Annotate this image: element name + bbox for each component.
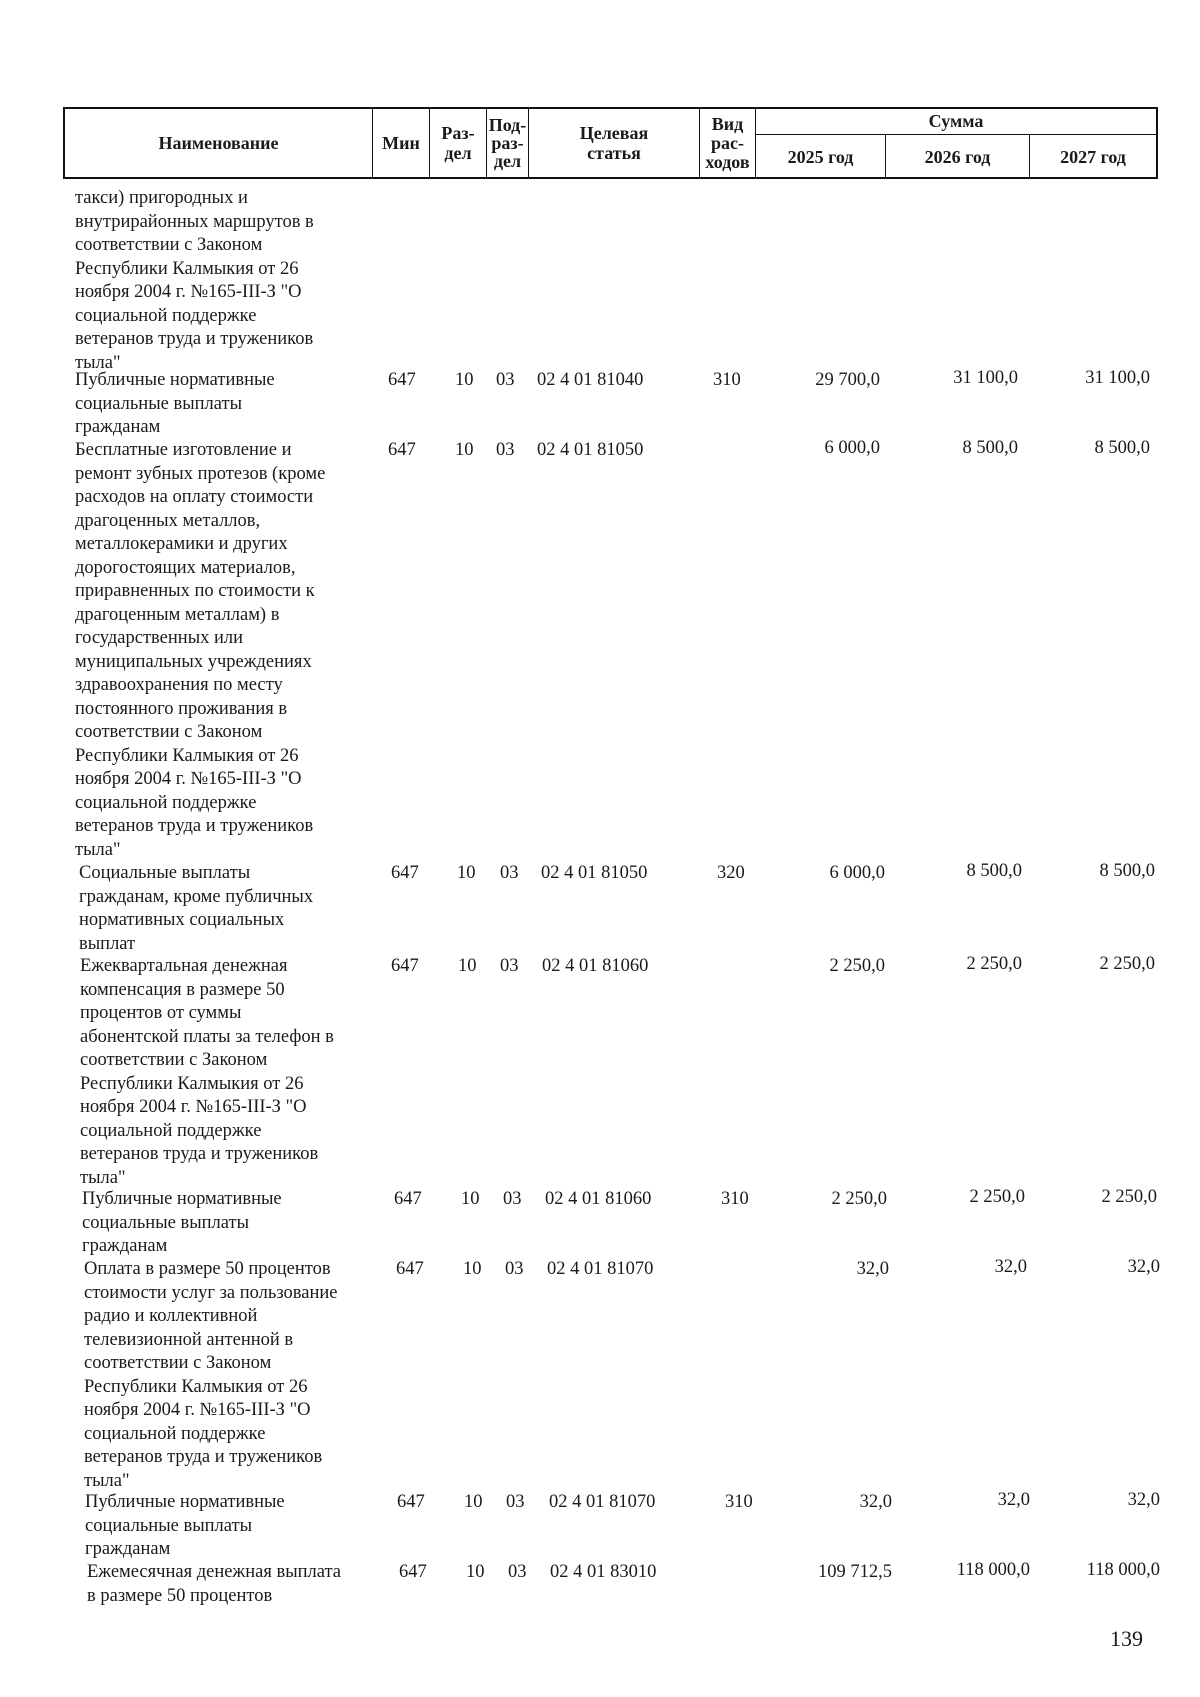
row-celevaya: 02 4 01 81070 xyxy=(549,1492,656,1512)
row-vid: 310 xyxy=(721,1189,749,1209)
row-name-line: ветеранов труда и тружеников xyxy=(84,1447,323,1467)
header-celevaya-stack xyxy=(580,123,649,163)
row-2025: 6 000,0 xyxy=(824,438,880,458)
row-name-line: Республики Калмыкия от 26 xyxy=(75,745,299,766)
row-name xyxy=(85,1491,380,1562)
row-celevaya: 02 4 01 81060 xyxy=(545,1189,652,1209)
row-2025: 29 700,0 xyxy=(815,370,880,390)
row-name-line: ветеранов труда и тружеников xyxy=(75,329,314,349)
header-vid-line: ходов xyxy=(705,151,750,172)
header-vid-stack xyxy=(705,115,749,172)
row-name xyxy=(75,187,370,375)
row-name-line: ветеранов труда и тружеников xyxy=(80,1144,319,1164)
header-year-label: 2027 год xyxy=(1060,146,1126,167)
row-name-line: социальной поддержке xyxy=(75,305,257,326)
header-celevaya-line: Целевая xyxy=(579,123,649,143)
row-2025: 32,0 xyxy=(856,1259,889,1279)
row-name-line: гражданам xyxy=(75,417,161,437)
row-name-line: драгоценным металлам) в xyxy=(75,604,280,625)
header-min-label: Мин xyxy=(382,133,420,153)
row-name-line: муниципальных учреждениях xyxy=(75,651,312,672)
row-2027: 8 500,0 xyxy=(1099,861,1155,881)
row-razdel: 10 xyxy=(464,1492,483,1512)
row-razdel: 10 xyxy=(455,440,474,460)
header-vid-line: рас- xyxy=(711,132,744,153)
row-2026: 2 250,0 xyxy=(966,954,1022,974)
row-celevaya: 02 4 01 81040 xyxy=(537,370,644,390)
row-name-line: гражданам xyxy=(82,1236,168,1256)
row-2026: 8 500,0 xyxy=(966,861,1022,881)
header-razdel-stack xyxy=(441,123,474,163)
row-name-line: телевизионной антенной в xyxy=(84,1329,294,1350)
row-name-line: дорогостоящих материалов, xyxy=(75,557,296,578)
row-min: 647 xyxy=(391,863,419,883)
row-name-line: Ежемесячная денежная выплата xyxy=(87,1562,342,1582)
row-name xyxy=(79,862,374,956)
header-podrazdel xyxy=(487,109,529,177)
header-name-label: Наименование xyxy=(158,133,279,153)
row-podrazdel: 03 xyxy=(505,1259,524,1279)
row-2026: 31 100,0 xyxy=(953,368,1018,388)
row-2025: 2 250,0 xyxy=(829,956,885,976)
row-min: 647 xyxy=(388,440,416,460)
row-name-line: соответствии с Законом xyxy=(75,235,263,255)
row-vid: 310 xyxy=(725,1492,753,1512)
row-name-line: металлокерамики и других xyxy=(75,534,288,554)
row-name-line: тыла" xyxy=(80,1167,126,1188)
row-name-line: Оплата в размере 50 процентов xyxy=(84,1259,331,1279)
row-name-line: ветеранов труда и тружеников xyxy=(75,816,314,836)
row-name-line: социальные выплаты xyxy=(75,393,243,414)
row-2025: 32,0 xyxy=(859,1492,892,1512)
row-2027: 32,0 xyxy=(1127,1257,1160,1277)
row-podrazdel: 03 xyxy=(500,863,519,883)
row-celevaya: 02 4 01 83010 xyxy=(550,1562,657,1582)
table-header xyxy=(63,107,1158,179)
row-name-line: социальные выплаты xyxy=(82,1212,250,1233)
row-2026: 118 000,0 xyxy=(956,1560,1030,1580)
row-name-line: в размере 50 процентов xyxy=(87,1585,273,1606)
header-name xyxy=(65,109,373,177)
row-celevaya: 02 4 01 81060 xyxy=(542,956,649,976)
row-name-line: тыла" xyxy=(84,1470,130,1491)
row-vid: 310 xyxy=(713,370,741,390)
row-name-line: радио и коллективной xyxy=(84,1306,258,1326)
row-name-line: социальные выплаты xyxy=(85,1515,253,1536)
row-name-line: тыла" xyxy=(75,352,121,373)
row-name-line: гражданам xyxy=(85,1539,171,1559)
row-name-line: Социальные выплаты xyxy=(79,863,251,883)
header-celevaya xyxy=(529,109,700,177)
row-name xyxy=(84,1258,379,1493)
row-name xyxy=(75,369,370,440)
header-summa-label: Сумма xyxy=(928,111,984,131)
row-min: 647 xyxy=(399,1562,427,1582)
row-min: 647 xyxy=(388,370,416,390)
row-razdel: 10 xyxy=(457,863,476,883)
row-2025: 2 250,0 xyxy=(831,1189,887,1209)
header-vid-line: Вид xyxy=(711,113,744,134)
row-razdel: 10 xyxy=(463,1259,482,1279)
row-name-line: компенсация в размере 50 xyxy=(80,979,285,1000)
header-celevaya-line: статья xyxy=(587,143,641,163)
row-name-line: гражданам, кроме публичных xyxy=(79,886,314,907)
header-summa xyxy=(756,109,1156,135)
row-min: 647 xyxy=(391,956,419,976)
row-name xyxy=(87,1561,382,1608)
row-name-line: процентов от суммы xyxy=(80,1003,242,1023)
header-year-label: 2025 год xyxy=(787,146,854,167)
row-name-line: драгоценных металлов, xyxy=(75,510,261,531)
header-year-2025 xyxy=(756,135,886,179)
row-name-line: соответствии с Законом xyxy=(80,1050,268,1070)
row-2026: 32,0 xyxy=(997,1490,1030,1510)
row-razdel: 10 xyxy=(466,1562,485,1582)
row-name-line: ремонт зубных протезов (кроме xyxy=(75,463,326,484)
row-name-line: Публичные нормативные xyxy=(75,370,275,390)
row-2026: 8 500,0 xyxy=(962,438,1018,458)
row-name-line: стоимости услуг за пользование xyxy=(84,1282,338,1303)
row-podrazdel: 03 xyxy=(500,956,519,976)
row-name xyxy=(75,439,370,862)
row-min: 647 xyxy=(394,1189,422,1209)
header-podrazdel-stack xyxy=(489,116,527,170)
row-celevaya: 02 4 01 81070 xyxy=(547,1259,654,1279)
row-name-line: Публичные нормативные xyxy=(85,1492,285,1512)
row-name-line: здравоохранения по месту xyxy=(75,675,283,695)
row-name xyxy=(80,955,375,1190)
row-razdel: 10 xyxy=(455,370,474,390)
row-name-line: внутрирайонных маршрутов в xyxy=(75,211,314,232)
header-year-2026 xyxy=(886,135,1030,179)
header-vid xyxy=(700,109,756,177)
row-name-line: ноября 2004 г. №165-III-З "О xyxy=(84,1400,311,1420)
row-2025: 109 712,5 xyxy=(818,1562,892,1582)
row-name-line: ноября 2004 г. №165-III-З "О xyxy=(75,769,302,789)
row-podrazdel: 03 xyxy=(508,1562,527,1582)
row-name-line: соответствии с Законом xyxy=(75,722,263,742)
header-year-label: 2026 год xyxy=(924,146,991,167)
header-podrazdel-line: раз- xyxy=(491,133,524,153)
page-number: 139 xyxy=(1110,1626,1143,1651)
header-year-2027 xyxy=(1030,135,1156,179)
row-razdel: 10 xyxy=(458,956,477,976)
row-podrazdel: 03 xyxy=(496,440,515,460)
row-vid: 320 xyxy=(717,863,745,883)
row-2027: 31 100,0 xyxy=(1085,368,1150,388)
row-name-line: Республики Калмыкия от 26 xyxy=(75,258,299,279)
row-name-line: такси) пригородных и xyxy=(75,188,248,208)
row-razdel: 10 xyxy=(461,1189,480,1209)
row-name-line: социальной поддержке xyxy=(84,1423,266,1444)
row-name-line: нормативных социальных xyxy=(79,910,285,930)
header-podrazdel-line: дел xyxy=(493,151,522,171)
row-celevaya: 02 4 01 81050 xyxy=(537,440,644,460)
row-2026: 32,0 xyxy=(994,1257,1027,1277)
row-name-line: социальной поддержке xyxy=(80,1120,262,1141)
row-name-line: расходов на оплату стоимости xyxy=(75,487,314,507)
row-min: 647 xyxy=(396,1259,424,1279)
row-name-line: ноября 2004 г. №165-III-З "О xyxy=(80,1097,307,1117)
header-razdel-line: Раз- xyxy=(441,123,475,143)
row-name-line: Бесплатные изготовление и xyxy=(75,440,292,460)
row-name-line: Республики Калмыкия от 26 xyxy=(80,1073,304,1094)
header-min xyxy=(373,109,430,177)
row-name-line: тыла" xyxy=(75,839,121,860)
row-2027: 2 250,0 xyxy=(1099,954,1155,974)
row-2027: 118 000,0 xyxy=(1086,1560,1160,1580)
row-2025: 6 000,0 xyxy=(829,863,885,883)
row-2027: 32,0 xyxy=(1127,1490,1160,1510)
row-name-line: Ежеквартальная денежная xyxy=(80,956,288,976)
row-2026: 2 250,0 xyxy=(969,1187,1025,1207)
row-name-line: постоянного проживания в xyxy=(75,698,288,719)
row-name-line: Публичные нормативные xyxy=(82,1189,282,1209)
row-2027: 2 250,0 xyxy=(1101,1187,1157,1207)
header-podrazdel-line: Под- xyxy=(488,115,527,135)
row-name-line: ноября 2004 г. №165-III-З "О xyxy=(75,282,302,302)
row-name-line: выплат xyxy=(79,933,136,954)
row-name-line: государственных или xyxy=(75,628,244,648)
row-name-line: Республики Калмыкия от 26 xyxy=(84,1376,308,1397)
row-name-line: приравненных по стоимости к xyxy=(75,581,315,601)
row-name xyxy=(82,1188,377,1259)
row-name-line: социальной поддержке xyxy=(75,792,257,813)
row-podrazdel: 03 xyxy=(506,1492,525,1512)
row-celevaya: 02 4 01 81050 xyxy=(541,863,648,883)
row-min: 647 xyxy=(397,1492,425,1512)
row-podrazdel: 03 xyxy=(503,1189,522,1209)
row-name-line: абонентской платы за телефон в xyxy=(80,1026,334,1047)
row-2027: 8 500,0 xyxy=(1094,438,1150,458)
row-name-line: соответствии с Законом xyxy=(84,1353,272,1373)
header-razdel-line: дел xyxy=(444,143,472,163)
row-podrazdel: 03 xyxy=(496,370,515,390)
header-razdel xyxy=(430,109,487,177)
